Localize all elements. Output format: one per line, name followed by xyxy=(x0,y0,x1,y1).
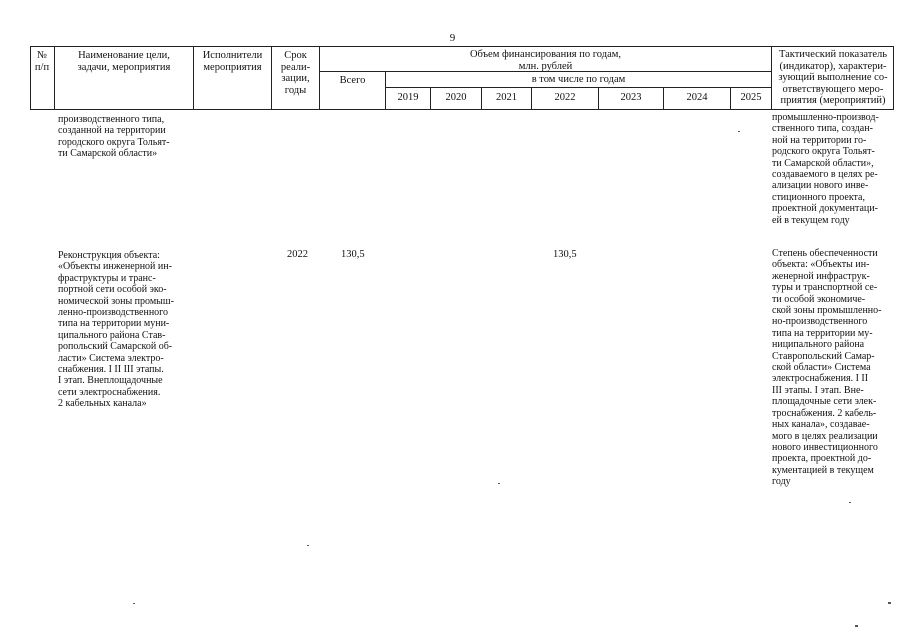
header-name: Наименование цели, задачи, мероприятия xyxy=(77,50,171,73)
scan-speck xyxy=(307,545,309,546)
scan-speck xyxy=(888,602,891,604)
year-2024: 2024 xyxy=(686,92,708,103)
header-finance: Объем финансирования по годам, млн. рублей xyxy=(469,49,622,72)
row-1-name: производственного типа, созданной на территории городского округа Тольят- ти Самарской области» xyxy=(58,114,170,160)
header-executors: Исполнители мероприятия xyxy=(202,50,263,73)
row-2-total: 130,5 xyxy=(341,249,365,260)
row-1-indicator: промышленно-производ- ственного типа, создан- ной на территории го- родского округа Тольят- ти Самарской области», создаваемого в целях ре- ализации нового инве- стиционного проекта, проектной документаци- ей в текущем году xyxy=(772,112,879,226)
year-2019: 2019 xyxy=(397,92,419,103)
page-number: 9 xyxy=(449,32,456,44)
year-2023: 2023 xyxy=(620,92,642,103)
header-indicator: Тактический показатель (индикатор), характери- зующий выполнение со- ответствующего меро- приятия (мероприятий) xyxy=(778,49,888,106)
scan-speck xyxy=(849,502,851,503)
year-2020: 2020 xyxy=(445,92,467,103)
row-2-term: 2022 xyxy=(287,249,308,260)
year-2025: 2025 xyxy=(740,92,762,103)
scan-speck xyxy=(738,131,740,132)
scan-speck xyxy=(498,483,500,484)
header-by-year: в том числе по годам xyxy=(531,74,626,85)
table-header xyxy=(30,46,894,110)
row-2-2022: 130,5 xyxy=(553,249,577,260)
scan-speck xyxy=(133,603,135,604)
year-2021: 2021 xyxy=(496,92,517,103)
year-2022: 2022 xyxy=(554,92,576,103)
header-term: Срок реали- зации, годы xyxy=(280,50,311,96)
row-2-indicator: Степень обеспеченности объекта: «Объекты ин- женерной инфраструк- туры и транспортной се- ти особой экономиче- ской зоны промышленно- но-производственного типа на территории му- ниципального района Ставропольский Самар- ской области» Система электроснабжения. I II III этапы. I этап. Вне- площадочные сети элек- троснабжения. 2 кабель- ных канала», создавае- мого в целях реализации нового инвестиционного проекта, проектной до- кументацией в текущем году xyxy=(772,248,882,488)
row-2-name: Реконструкция объекта: «Объекты инженерной ин- фраструктуры и транс- портной сети особой эко- номической зоны промыш- ленно-производственного типа на территории муни- ципального района Став- ропольский Самарской об- ласти» Система электро- снабжения. I II III этапы. I этап. Внеплощадочные сети электроснабжения. 2 кабельных канала» xyxy=(58,250,174,410)
scan-speck xyxy=(855,625,858,627)
header-num: № п/п xyxy=(34,50,50,73)
header-total: Всего xyxy=(339,75,366,86)
